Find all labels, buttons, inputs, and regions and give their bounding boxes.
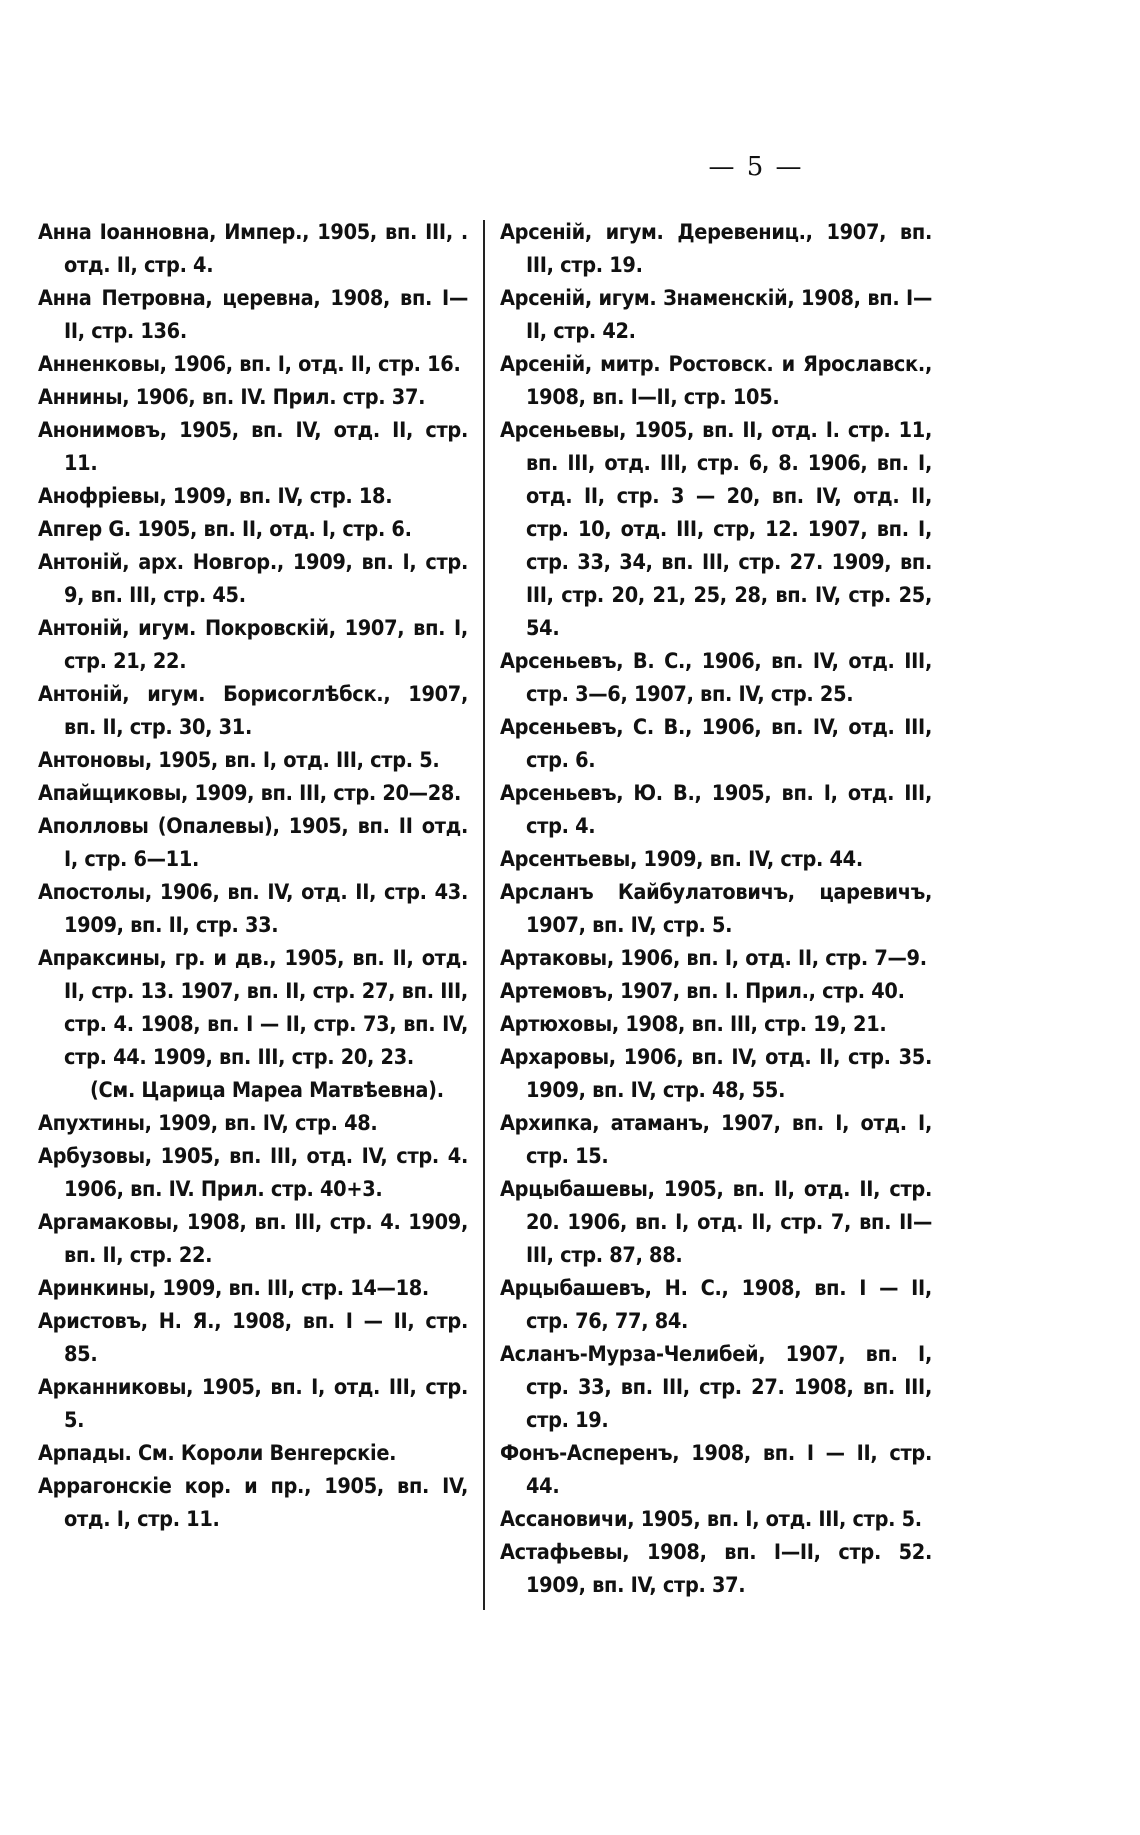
index-entry: Анонимовъ, 1905, вп. IV, отд. II, стр. 11. — [38, 418, 468, 476]
index-entry: Апухтины, 1909, вп. IV, стр. 48. — [38, 1111, 378, 1136]
index-entry: Арцыбашевы, 1905, вп. II, отд. II, стр. 20. 1906, вп. I, отд. II, стр. 7, вп. II—III, стр. 87, 88. — [500, 1177, 932, 1268]
column-divider — [483, 220, 485, 1610]
index-entry: Артемовъ, 1907, вп. I. Прил., стр. 40. — [500, 979, 905, 1004]
index-entry: Арсеньевъ, С. В., 1906, вп. IV, отд. III, стр. 6. — [500, 715, 932, 773]
page-number: — 5 — — [708, 152, 804, 182]
index-column-left — [38, 216, 468, 1536]
index-entry: Арсланъ Кайбулатовичъ, царевичъ, 1907, вп. IV, стр. 5. — [500, 880, 932, 938]
index-entry: Аргамаковы, 1908, вп. III, стр. 4. 1909, вп. II, стр. 22. — [38, 1210, 468, 1268]
index-entry: Апайщиковы, 1909, вп. III, стр. 20—28. — [38, 781, 462, 806]
index-entry: Антоній, арх. Новгор., 1909, вп. I, стр. 9, вп. III, стр. 45. — [38, 550, 468, 608]
index-entry: Антоній, игум. Борисоглѣбск., 1907, вп. II, стр. 30, 31. — [38, 682, 468, 740]
index-entry: Фонъ-Асперенъ, 1908, вп. I — II, стр. 44. — [500, 1441, 932, 1499]
index-entry: Артаковы, 1906, вп. I, отд. II, стр. 7—9. — [500, 946, 927, 971]
index-entry: Арканниковы, 1905, вп. I, отд. III, стр. 5. — [38, 1375, 468, 1433]
index-entry: Арсентьевы, 1909, вп. IV, стр. 44. — [500, 847, 863, 872]
index-entry: Арсеній, игум. Знаменскій, 1908, вп. I—II, стр. 42. — [500, 286, 932, 344]
index-entry: Аринкины, 1909, вп. III, стр. 14—18. — [38, 1276, 429, 1301]
index-entry: Артюховы, 1908, вп. III, стр. 19, 21. — [500, 1012, 887, 1037]
index-entry: Арпады. См. Короли Венгерскіе. — [38, 1441, 397, 1466]
index-entry: Анна Іоанновна, Импер., 1905, вп. III, . отд. II, стр. 4. — [38, 220, 468, 278]
index-entry: Арсеній, игум. Деревениц., 1907, вп. III, стр. 19. — [500, 220, 932, 278]
index-entry: Апостолы, 1906, вп. IV, отд. II, стр. 43. 1909, вп. II, стр. 33. — [38, 880, 468, 938]
index-entry: Анненковы, 1906, вп. I, отд. II, стр. 16. — [38, 352, 461, 377]
index-entry: Ассановичи, 1905, вп. I, отд. III, стр. 5. — [500, 1507, 922, 1532]
index-entry: Арсеньевъ, В. С., 1906, вп. IV, отд. III, стр. 3—6, 1907, вп. IV, стр. 25. — [500, 649, 932, 707]
index-column-right — [500, 216, 932, 1602]
index-entry: Апгер G. 1905, вп. II, отд. I, стр. 6. — [38, 517, 412, 542]
index-entry: Арбузовы, 1905, вп. III, отд. IV, стр. 4. 1906, вп. IV. Прил. стр. 40+3. — [38, 1144, 468, 1202]
index-entry: Антоній, игум. Покровскій, 1907, вп. I, стр. 21, 22. — [38, 616, 468, 674]
index-entry: Аннины, 1906, вп. IV. Прил. стр. 37. — [38, 385, 426, 410]
index-entry: Астафьевы, 1908, вп. I—II, стр. 52. 1909, вп. IV, стр. 37. — [500, 1540, 932, 1598]
index-entry: Аполловы (Опалевы), 1905, вп. II отд. I, стр. 6—11. — [38, 814, 468, 872]
index-entry: Архаровы, 1906, вп. IV, отд. II, стр. 35. 1909, вп. IV, стр. 48, 55. — [500, 1045, 932, 1103]
index-entry: Апраксины, гр. и дв., 1905, вп. II, отд. II, стр. 13. 1907, вп. II, стр. 27, вп. III, стр. 4. 1908, вп. I — II, стр. 73, вп. IV, стр. 44. 1909, вп. III, стр. 20, 23. — [38, 946, 468, 1070]
index-entry: Асланъ-Мурза-Челибей, 1907, вп. I, стр. 33, вп. III, стр. 27. 1908, вп. III, стр. 19. — [500, 1342, 932, 1433]
index-entry: Антоновы, 1905, вп. I, отд. III, стр. 5. — [38, 748, 440, 773]
index-entry: Арсеньевъ, Ю. В., 1905, вп. I, отд. III, стр. 4. — [500, 781, 932, 839]
index-entry: Арсеній, митр. Ростовск. и Ярославск., 1908, вп. I—II, стр. 105. — [500, 352, 932, 410]
index-entry: Арцыбашевъ, Н. С., 1908, вп. I — II, стр. 76, 77, 84. — [500, 1276, 932, 1334]
index-entry-see-also: (См. Царица Мареа Матвѣевна). — [90, 1078, 444, 1103]
index-entry: Архипка, атаманъ, 1907, вп. I, отд. I, стр. 15. — [500, 1111, 932, 1169]
index-entry: Анна Петровна, церевна, 1908, вп. I—II, стр. 136. — [38, 286, 468, 344]
index-entry: Анофріевы, 1909, вп. IV, стр. 18. — [38, 484, 393, 509]
index-entry: Арсеньевы, 1905, вп. II, отд. I. стр. 11, вп. III, отд. III, стр. 6, 8. 1906, вп. I, отд. II, стр. 3 — 20, вп. IV, отд. II, стр. 10, отд. III, стр, 12. 1907, вп. I, стр. 33, 34, вп. III, стр. 27. 1909, вп. III, стр. 20, 21, 25, 28, вп. IV, стр. 25, 54. — [500, 418, 932, 641]
index-entry: Аристовъ, Н. Я., 1908, вп. I — II, стр. 85. — [38, 1309, 468, 1367]
index-entry: Аррагонскіе кор. и пр., 1905, вп. IV, отд. I, стр. 11. — [38, 1474, 468, 1532]
